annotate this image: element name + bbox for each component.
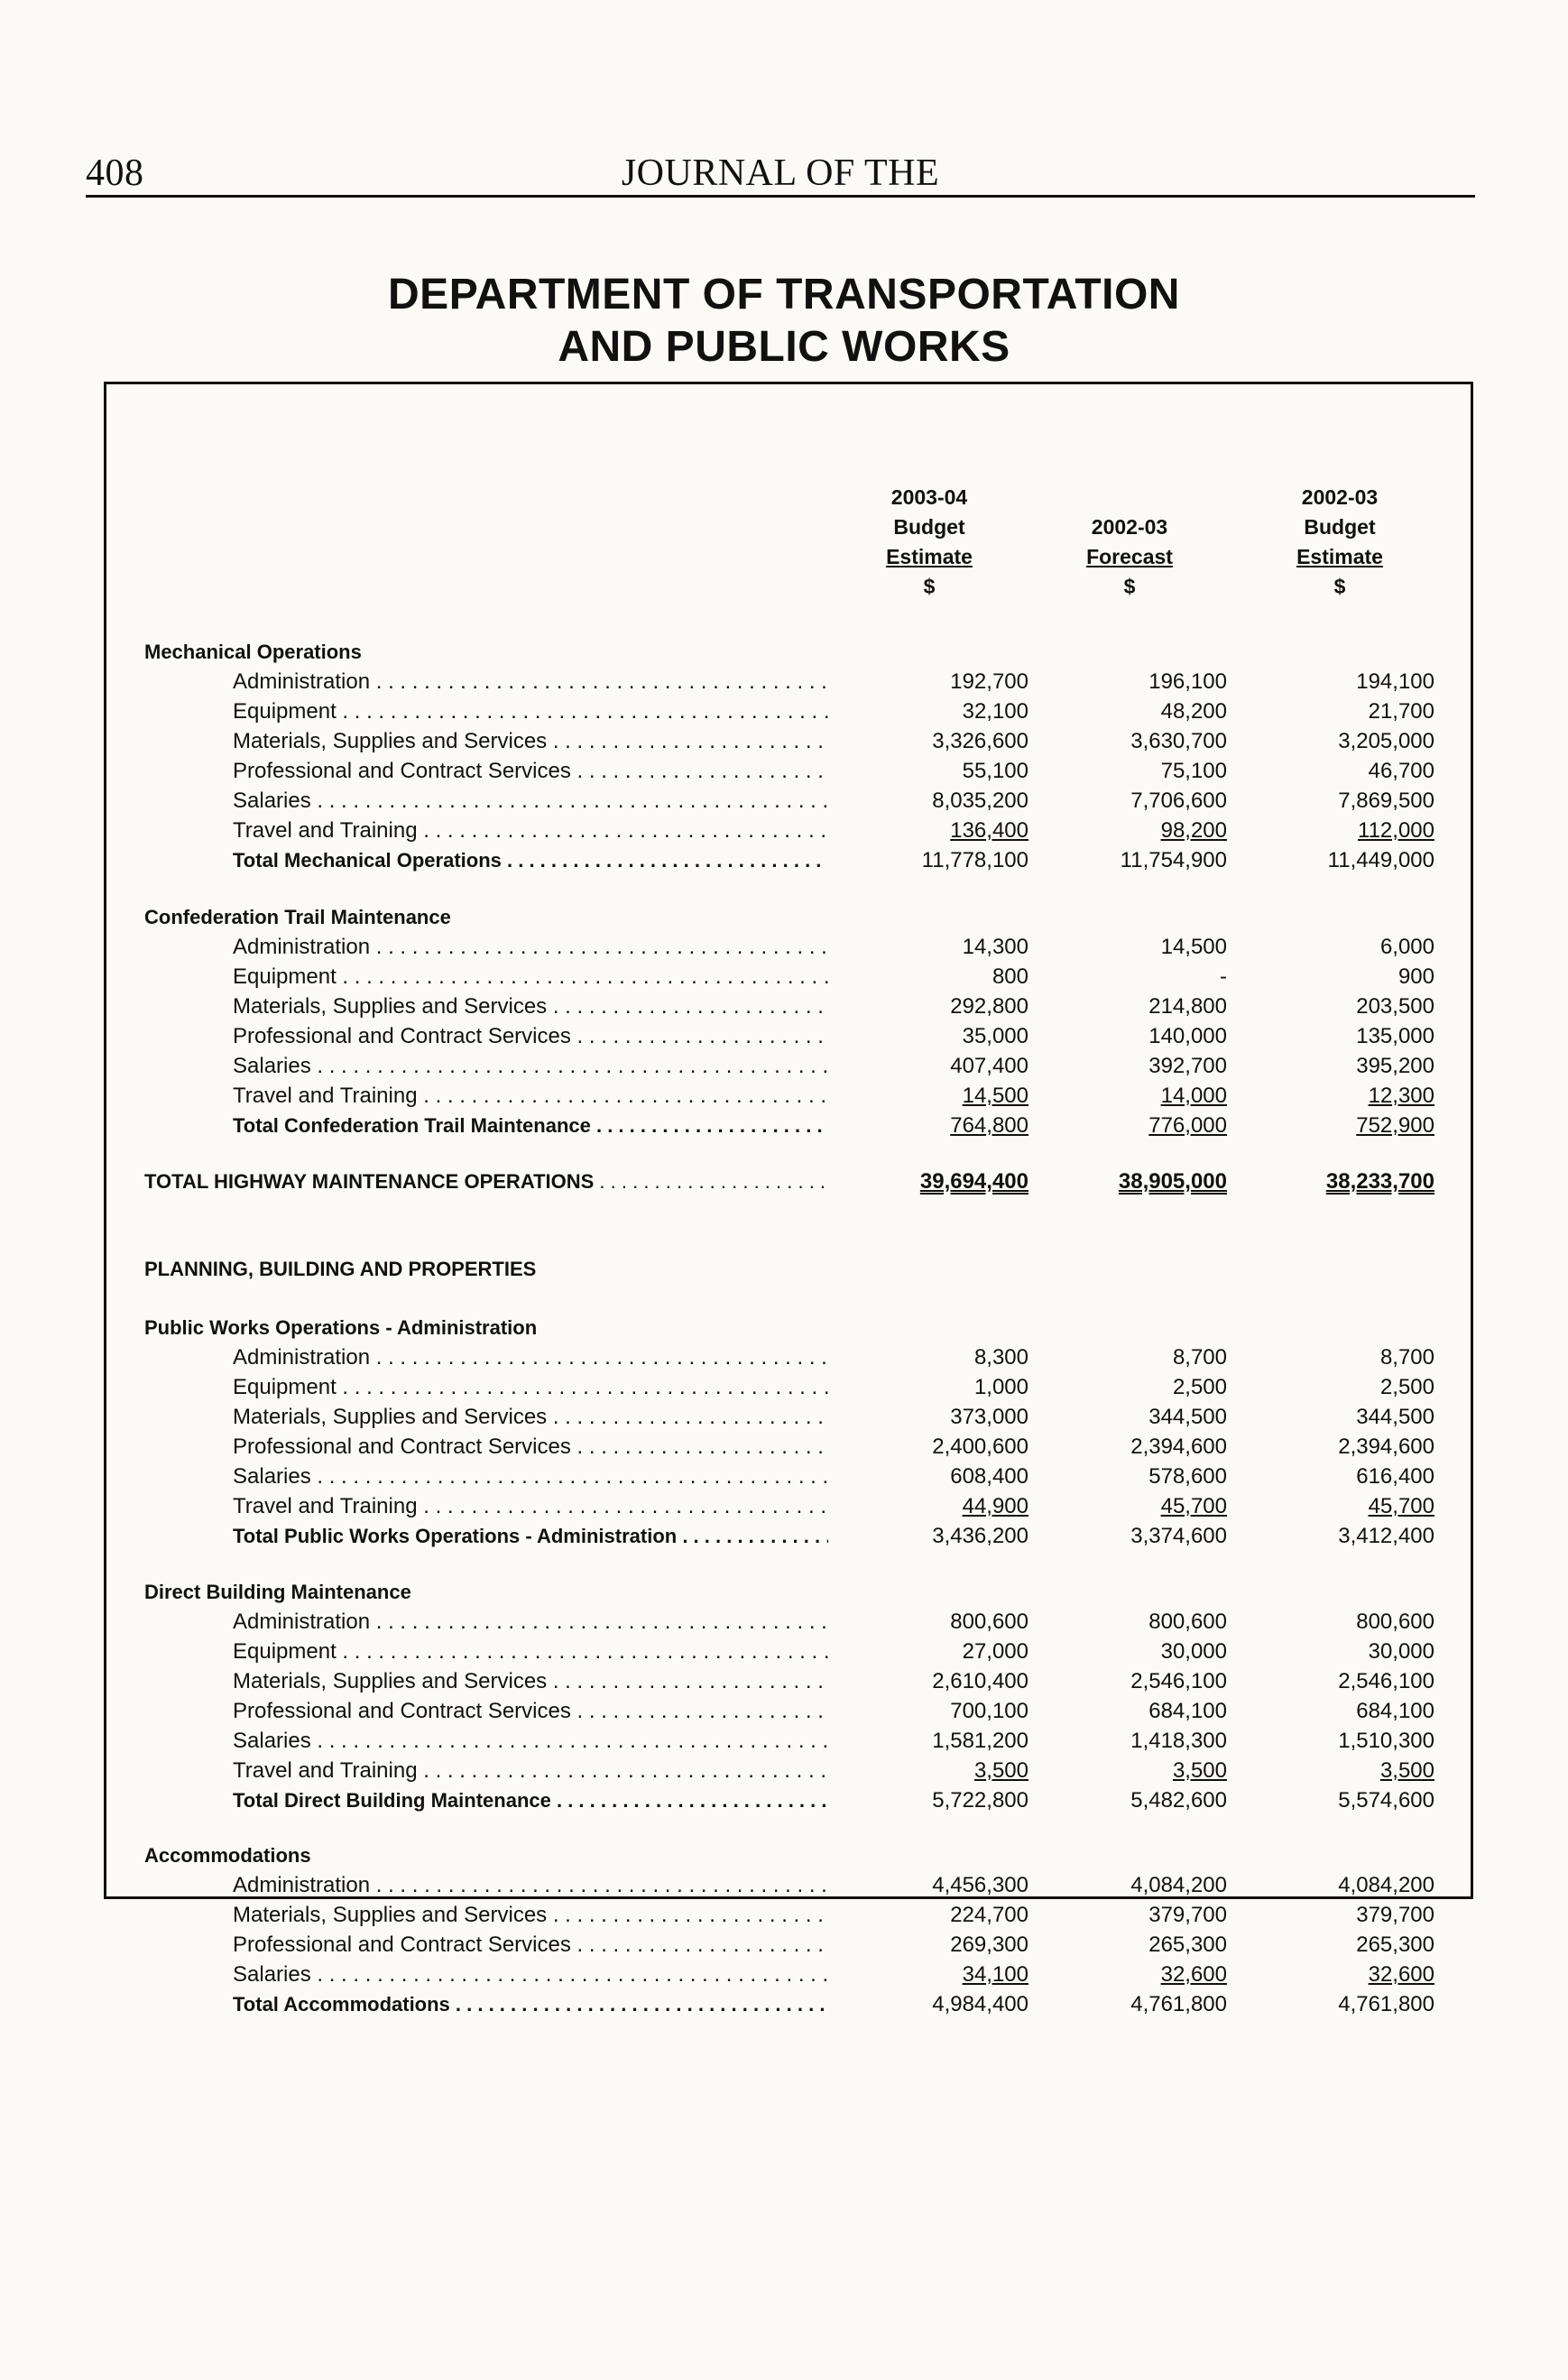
total-row	[0, 845, 1568, 875]
grand-total-value: 38,233,700	[1325, 1169, 1434, 1194]
cell-value: 14,500	[962, 1084, 1028, 1108]
total-row	[0, 1111, 1568, 1140]
cell-value: 3,630,700	[1130, 729, 1227, 753]
cell-value: 2,546,100	[1338, 1669, 1434, 1693]
row-label: Materials, Supplies and Services . . .	[233, 992, 828, 1021]
cell-value: 45,700	[1368, 1494, 1434, 1518]
total-label: Total Accommodations . . .	[233, 1989, 828, 2019]
row-label: Materials, Supplies and Services . . .	[233, 726, 828, 756]
cell-value: 8,700	[1379, 1345, 1434, 1370]
cell-value: 12,300	[1368, 1084, 1434, 1108]
cell-value: 112,000	[1358, 818, 1434, 843]
cell-value: 379,700	[1148, 1903, 1227, 1927]
total-value: 11,449,000	[1327, 848, 1434, 872]
cell-value: 48,200	[1160, 699, 1227, 724]
cell-value: 900	[1397, 964, 1434, 989]
row-label: Equipment . . .	[233, 962, 828, 992]
cell-value: 8,035,200	[932, 789, 1028, 813]
cell-value: 75,100	[1160, 759, 1227, 783]
table-row	[0, 1491, 1568, 1521]
cell-value: 392,700	[1148, 1054, 1227, 1078]
total-label: Total Mechanical Operations . . .	[233, 845, 828, 875]
row-label: Professional and Contract Services . . .	[233, 1930, 828, 1960]
table-row	[0, 1081, 1568, 1111]
title-line-1: DEPARTMENT OF TRANSPORTATION	[388, 271, 1180, 318]
cell-value: 3,326,600	[932, 729, 1028, 753]
row-label: Materials, Supplies and Services . . .	[233, 1402, 828, 1432]
row-label: Salaries . . .	[233, 1960, 828, 1989]
cell-value: 34,100	[962, 1962, 1028, 1987]
cell-value: 265,300	[1356, 1933, 1434, 1957]
cell-value: 8,300	[973, 1345, 1028, 1370]
cell-value: 373,000	[950, 1405, 1028, 1429]
cell-value: 2,394,600	[1130, 1434, 1227, 1459]
cell-value: 4,456,300	[932, 1873, 1028, 1897]
table-row	[0, 962, 1568, 992]
row-label: Professional and Contract Services . . .	[233, 1432, 828, 1462]
grand-total-value: 39,694,400	[919, 1169, 1028, 1194]
total-value: 3,412,400	[1338, 1524, 1434, 1548]
section-heading	[0, 1313, 1568, 1342]
row-label: Salaries . . .	[233, 1051, 828, 1081]
cell-value: 136,400	[950, 818, 1028, 843]
cell-value: 269,300	[950, 1933, 1028, 1957]
planning-heading	[0, 1254, 1568, 1284]
cell-value: 6,000	[1379, 935, 1434, 959]
row-label: Professional and Contract Services . . .	[233, 1696, 828, 1726]
section-heading	[0, 1840, 1568, 1870]
table-row	[0, 786, 1568, 816]
table-row	[0, 1696, 1568, 1726]
section-heading	[0, 902, 1568, 932]
column-header-2002-03-forecast: 2002-03 Forecast $	[1086, 515, 1173, 598]
table-row	[0, 1372, 1568, 1402]
cell-value: 32,600	[1160, 1962, 1227, 1987]
cell-value: 4,084,200	[1130, 1873, 1227, 1897]
cell-value: 616,400	[1356, 1464, 1434, 1489]
cell-value: 3,500	[1379, 1758, 1434, 1783]
section-label: Accommodations	[144, 1844, 311, 1867]
cell-value: 684,100	[1148, 1699, 1227, 1723]
total-value: 4,761,800	[1338, 1992, 1434, 2016]
cell-value: 32,600	[1368, 1962, 1434, 1987]
cell-value: 344,500	[1356, 1405, 1434, 1429]
section-heading	[0, 637, 1568, 667]
row-label: Salaries . . .	[233, 1726, 828, 1756]
table-row	[0, 1021, 1568, 1051]
cell-value: 214,800	[1148, 994, 1227, 1019]
cell-value: 27,000	[962, 1639, 1028, 1664]
cell-value: 194,100	[1356, 669, 1434, 694]
section-label: Confederation Trail Maintenance	[144, 906, 451, 928]
cell-value: 14,300	[962, 935, 1028, 959]
table-row	[0, 1607, 1568, 1637]
cell-value: 192,700	[950, 669, 1028, 694]
cell-value: 292,800	[950, 994, 1028, 1019]
cell-value: 344,500	[1148, 1405, 1227, 1429]
section-label: Direct Building Maintenance	[144, 1581, 411, 1603]
cell-value: 44,900	[962, 1494, 1028, 1518]
total-value: 11,778,100	[921, 848, 1028, 872]
grand-total-label: TOTAL HIGHWAY MAINTENANCE OPERATIONS . . .	[144, 1167, 830, 1196]
row-label: Equipment . . .	[233, 1637, 828, 1666]
row-label: Equipment . . .	[233, 1372, 828, 1402]
cell-value: 800,600	[1356, 1610, 1434, 1634]
cell-value: 98,200	[1160, 818, 1227, 843]
cell-value: -	[1220, 964, 1227, 989]
row-label: Equipment . . .	[233, 696, 828, 726]
total-value: 3,374,600	[1130, 1524, 1227, 1548]
table-row	[0, 1432, 1568, 1462]
cell-value: 1,418,300	[1130, 1729, 1227, 1753]
total-value: 11,754,900	[1120, 848, 1227, 872]
page-number: 408	[86, 152, 144, 194]
row-label: Materials, Supplies and Services . . .	[233, 1666, 828, 1696]
cell-value: 4,084,200	[1338, 1873, 1434, 1897]
cell-value: 684,100	[1356, 1699, 1434, 1723]
total-row	[0, 1989, 1568, 2019]
cell-value: 45,700	[1160, 1494, 1227, 1518]
total-value: 776,000	[1148, 1113, 1227, 1138]
table-row	[0, 932, 1568, 962]
cell-value: 2,400,600	[932, 1434, 1028, 1459]
planning-heading-label: PLANNING, BUILDING AND PROPERTIES	[144, 1258, 537, 1280]
total-label: Total Direct Building Maintenance . . .	[233, 1785, 828, 1815]
cell-value: 800,600	[950, 1610, 1028, 1634]
cell-value: 265,300	[1148, 1933, 1227, 1957]
cell-value: 35,000	[962, 1024, 1028, 1048]
section-label: Public Works Operations - Administration	[144, 1316, 538, 1339]
cell-value: 800,600	[1148, 1610, 1227, 1634]
cell-value: 608,400	[950, 1464, 1028, 1489]
cell-value: 578,600	[1148, 1464, 1227, 1489]
row-label: Salaries . . .	[233, 786, 828, 816]
cell-value: 2,500	[1172, 1375, 1227, 1399]
total-value: 3,436,200	[932, 1524, 1028, 1548]
row-label: Administration . . .	[233, 932, 828, 962]
column-header-2003-04-estimate: 2003-04 Budget Estimate $	[886, 485, 973, 598]
cell-value: 3,500	[1172, 1758, 1227, 1783]
row-label: Professional and Contract Services . . .	[233, 1021, 828, 1051]
table-row	[0, 1870, 1568, 1900]
cell-value: 55,100	[962, 759, 1028, 783]
table-row	[0, 1462, 1568, 1491]
table-row	[0, 696, 1568, 726]
cell-value: 2,546,100	[1130, 1669, 1227, 1693]
column-header-2002-03-estimate: 2002-03 Budget Estimate $	[1296, 485, 1383, 598]
cell-value: 3,500	[973, 1758, 1028, 1783]
cell-value: 224,700	[950, 1903, 1028, 1927]
title-line-2: AND PUBLIC WORKS	[558, 323, 1010, 371]
total-row	[0, 1521, 1568, 1551]
row-label: Materials, Supplies and Services . . .	[233, 1900, 828, 1930]
cell-value: 32,100	[962, 699, 1028, 724]
total-label: Total Confederation Trail Maintenance . . .	[233, 1111, 828, 1140]
total-value: 5,722,800	[932, 1788, 1028, 1813]
cell-value: 1,581,200	[932, 1729, 1028, 1753]
table-row	[0, 726, 1568, 756]
total-value: 5,482,600	[1130, 1788, 1227, 1813]
row-label: Salaries . . .	[233, 1462, 828, 1491]
cell-value: 2,394,600	[1338, 1434, 1434, 1459]
table-row	[0, 1726, 1568, 1756]
row-label: Administration . . .	[233, 667, 828, 696]
journal-title: JOURNAL OF THE	[621, 152, 940, 194]
cell-value: 14,500	[1160, 935, 1227, 959]
table-row	[0, 1342, 1568, 1372]
cell-value: 407,400	[950, 1054, 1028, 1078]
total-value: 4,984,400	[932, 1992, 1028, 2016]
row-label: Travel and Training . . .	[233, 1756, 828, 1785]
cell-value: 46,700	[1368, 759, 1434, 783]
cell-value: 196,100	[1148, 669, 1227, 694]
table-row	[0, 992, 1568, 1021]
cell-value: 395,200	[1356, 1054, 1434, 1078]
table-row	[0, 1900, 1568, 1930]
cell-value: 140,000	[1148, 1024, 1227, 1048]
total-value: 4,761,800	[1130, 1992, 1227, 2016]
table-row	[0, 1960, 1568, 1989]
table-row	[0, 1402, 1568, 1432]
cell-value: 21,700	[1368, 699, 1434, 724]
cell-value: 7,706,600	[1130, 789, 1227, 813]
header-rule	[86, 195, 1475, 198]
cell-value: 30,000	[1368, 1639, 1434, 1664]
table-row	[0, 1637, 1568, 1666]
page-title	[0, 269, 1568, 374]
grand-total-row	[0, 1167, 1568, 1196]
row-label: Professional and Contract Services . . .	[233, 756, 828, 786]
section-label: Mechanical Operations	[144, 641, 362, 663]
cell-value: 8,700	[1172, 1345, 1227, 1370]
cell-value: 30,000	[1160, 1639, 1227, 1664]
table-row	[0, 756, 1568, 786]
total-value: 764,800	[950, 1113, 1028, 1138]
table-row	[0, 1666, 1568, 1696]
cell-value: 135,000	[1356, 1024, 1434, 1048]
running-head	[86, 152, 1475, 198]
table-row	[0, 1756, 1568, 1785]
total-value: 5,574,600	[1338, 1788, 1434, 1813]
total-label: Total Public Works Operations - Administration . . .	[233, 1521, 828, 1551]
row-label: Travel and Training . . .	[233, 1491, 828, 1521]
table-row	[0, 1051, 1568, 1081]
cell-value: 1,510,300	[1338, 1729, 1434, 1753]
cell-value: 800	[992, 964, 1028, 989]
row-label: Travel and Training . . .	[233, 816, 828, 845]
cell-value: 2,610,400	[932, 1669, 1028, 1693]
total-row	[0, 1785, 1568, 1815]
table-row	[0, 1930, 1568, 1960]
row-label: Administration . . .	[233, 1870, 828, 1900]
row-label: Administration . . .	[233, 1342, 828, 1372]
cell-value: 2,500	[1379, 1375, 1434, 1399]
row-label: Administration . . .	[233, 1607, 828, 1637]
cell-value: 14,000	[1160, 1084, 1227, 1108]
table-row	[0, 667, 1568, 696]
cell-value: 700,100	[950, 1699, 1028, 1723]
cell-value: 1,000	[973, 1375, 1028, 1399]
table-row	[0, 816, 1568, 845]
section-heading	[0, 1577, 1568, 1607]
row-label: Travel and Training . . .	[233, 1081, 828, 1111]
grand-total-value: 38,905,000	[1118, 1169, 1227, 1194]
total-value: 752,900	[1356, 1113, 1434, 1138]
cell-value: 203,500	[1356, 994, 1434, 1019]
cell-value: 3,205,000	[1338, 729, 1434, 753]
cell-value: 379,700	[1356, 1903, 1434, 1927]
cell-value: 7,869,500	[1338, 789, 1434, 813]
